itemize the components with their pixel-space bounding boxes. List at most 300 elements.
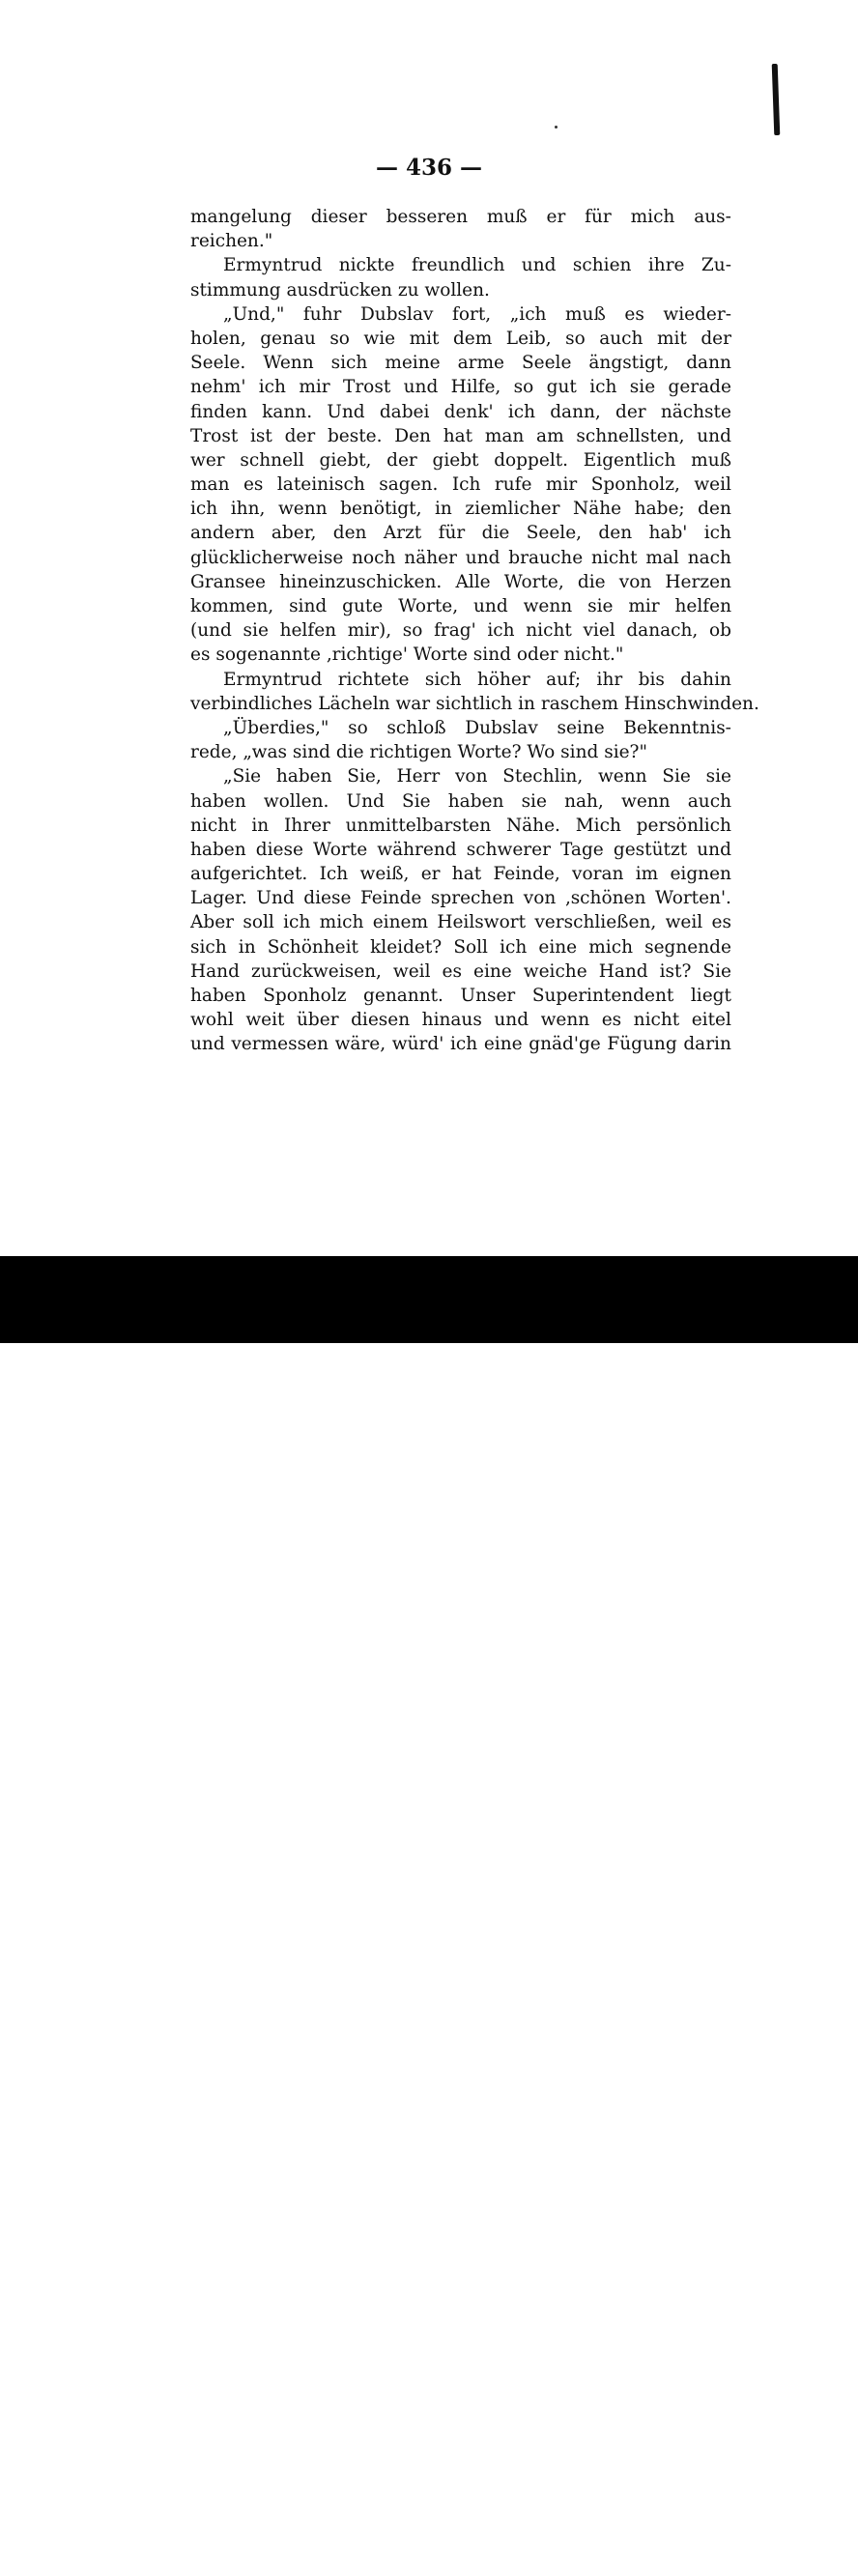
word: den bbox=[698, 499, 731, 520]
word: diesen bbox=[351, 1010, 411, 1031]
word: die bbox=[481, 523, 510, 544]
margin-ink-mark bbox=[772, 64, 781, 135]
word: Alle bbox=[455, 571, 491, 592]
word: kommen, bbox=[190, 596, 274, 616]
word: wer bbox=[190, 449, 225, 471]
word: andern bbox=[190, 523, 255, 544]
word: Zu- bbox=[701, 255, 731, 276]
word: Hand bbox=[190, 960, 240, 982]
word: zurückweisen, bbox=[250, 960, 382, 982]
word: von bbox=[523, 888, 557, 909]
text-line bbox=[190, 618, 731, 643]
word: seine bbox=[557, 717, 605, 738]
word: Aber bbox=[190, 912, 234, 933]
word: ich bbox=[449, 1034, 478, 1055]
word: weiß, bbox=[359, 864, 410, 885]
text-line bbox=[190, 497, 731, 521]
word: weil bbox=[392, 960, 431, 982]
word: nächste bbox=[660, 401, 731, 422]
word: gute bbox=[342, 596, 384, 616]
word: nehm' bbox=[190, 377, 246, 398]
word: ängstigt, bbox=[588, 353, 670, 374]
word: Mich bbox=[575, 815, 621, 836]
word: Worte, bbox=[503, 571, 564, 592]
word: diese bbox=[255, 839, 303, 860]
word: doppelt. bbox=[494, 449, 569, 471]
word: Nähe bbox=[573, 499, 622, 520]
word: kleidet? bbox=[370, 936, 443, 958]
word: wäre, bbox=[334, 1034, 386, 1055]
word: und bbox=[697, 839, 731, 860]
word: würd' bbox=[391, 1034, 444, 1055]
word: in bbox=[238, 936, 256, 958]
word: bis bbox=[638, 669, 665, 690]
word: und bbox=[465, 547, 500, 568]
word: „ich bbox=[509, 303, 547, 325]
word: so bbox=[402, 620, 423, 642]
word: wenn bbox=[620, 790, 671, 812]
word: ich bbox=[500, 936, 528, 958]
word: helfen bbox=[279, 620, 337, 642]
word: darin bbox=[683, 1034, 731, 1055]
word: Worte, bbox=[398, 596, 459, 616]
word: verschließen, bbox=[534, 912, 657, 933]
word: Seele, bbox=[526, 523, 583, 544]
page-number: — 436 — bbox=[375, 155, 483, 181]
word: Sie bbox=[662, 766, 691, 787]
text-line bbox=[190, 862, 731, 886]
word: diese bbox=[303, 888, 352, 909]
word: haben bbox=[190, 839, 246, 860]
word: höher bbox=[476, 669, 530, 690]
word: weil bbox=[694, 474, 731, 496]
text-line bbox=[190, 959, 731, 984]
word: lateinisch bbox=[276, 474, 365, 496]
word: sprechen bbox=[430, 888, 515, 909]
word: ich bbox=[703, 523, 731, 544]
word: helfen bbox=[674, 596, 731, 616]
word: sie bbox=[243, 620, 269, 642]
word: Seele. bbox=[190, 353, 246, 374]
word: kann. bbox=[262, 401, 313, 422]
word: sie bbox=[521, 790, 547, 812]
word: Worten'. bbox=[654, 888, 731, 909]
word: beste. bbox=[327, 425, 383, 446]
word: frag' bbox=[434, 620, 476, 642]
word: ich bbox=[487, 620, 515, 642]
word: dann, bbox=[550, 401, 601, 422]
text-line bbox=[190, 789, 731, 814]
word: über bbox=[296, 1010, 339, 1031]
image-id-label: Image ID: W8BMTK bbox=[710, 2530, 841, 2545]
word: vermessen bbox=[231, 1034, 329, 1055]
word: er bbox=[546, 207, 566, 227]
word: genau bbox=[260, 328, 316, 349]
word: fuhr bbox=[302, 303, 342, 325]
word: unmittelbarsten bbox=[345, 815, 492, 836]
word: Trost bbox=[343, 377, 391, 398]
word: fort, bbox=[451, 303, 492, 325]
word: schloß bbox=[386, 717, 446, 738]
word: dieser bbox=[310, 207, 367, 227]
word: Soll bbox=[453, 936, 488, 958]
word: und bbox=[403, 377, 439, 398]
word: Wenn bbox=[263, 353, 314, 374]
word: wohl bbox=[190, 1010, 234, 1031]
word: gnäd'ge bbox=[529, 1034, 601, 1055]
word: eine bbox=[473, 960, 512, 982]
word: ich bbox=[190, 499, 218, 520]
word: „Und," bbox=[223, 303, 285, 325]
word: hat bbox=[443, 425, 473, 446]
word: muß bbox=[691, 449, 731, 471]
text-line: rede, „was sind die richtigen Worte? Wo sind sie?" bbox=[190, 742, 647, 763]
text-line bbox=[190, 375, 731, 399]
word: näher bbox=[404, 547, 457, 568]
word: den bbox=[332, 523, 367, 544]
word: von bbox=[618, 571, 652, 592]
text-line bbox=[190, 594, 731, 618]
word: muß bbox=[565, 303, 606, 325]
word: nickte bbox=[338, 255, 395, 276]
word: Ihrer bbox=[283, 815, 330, 836]
book-page bbox=[0, 0, 858, 1256]
word: richtete bbox=[337, 669, 410, 690]
word: die bbox=[577, 571, 606, 592]
word: und bbox=[494, 1010, 529, 1031]
word: genannt. bbox=[363, 986, 443, 1006]
word: im bbox=[635, 864, 659, 885]
word: haben bbox=[190, 790, 246, 812]
word: benötigt, bbox=[340, 499, 422, 520]
word: dem bbox=[452, 328, 493, 349]
text-line bbox=[190, 400, 731, 424]
word: ‚schönen bbox=[564, 888, 646, 909]
word: mir bbox=[628, 596, 660, 616]
word: holen, bbox=[190, 328, 246, 349]
word: Hand bbox=[598, 960, 648, 982]
word: wie bbox=[363, 328, 396, 349]
word: schwerer bbox=[466, 839, 551, 860]
word: für bbox=[438, 523, 466, 544]
word: weit bbox=[245, 1010, 285, 1031]
word: auf; bbox=[546, 669, 582, 690]
text-line: es sogenannte ‚richtige' Worte sind oder nicht." bbox=[190, 644, 624, 666]
text-line bbox=[190, 546, 731, 570]
alamy-url: www.alamy.com bbox=[731, 2559, 841, 2574]
text-line: reichen." bbox=[190, 231, 273, 252]
word: Tage bbox=[560, 839, 604, 860]
word: sind bbox=[289, 596, 328, 616]
word: sich bbox=[330, 353, 368, 374]
word: am bbox=[536, 425, 564, 446]
text-line bbox=[190, 764, 731, 788]
word: gestützt bbox=[613, 839, 688, 860]
word: viel bbox=[583, 620, 615, 642]
word: Nähe. bbox=[505, 815, 560, 836]
text-line: verbindliches Lächeln war sichtlich in raschem Hinschwinden. bbox=[190, 693, 759, 714]
word: ob bbox=[708, 620, 731, 642]
word: Feinde bbox=[359, 888, 422, 909]
word: segnende bbox=[644, 936, 731, 958]
word: Eigentlich bbox=[583, 449, 676, 471]
word: sie bbox=[629, 377, 656, 398]
word: gerade bbox=[668, 377, 731, 398]
word: haben bbox=[447, 790, 504, 812]
word: muß bbox=[486, 207, 528, 227]
word: er bbox=[420, 864, 441, 885]
word: Hilfe, bbox=[450, 377, 501, 398]
word: liegt bbox=[690, 986, 731, 1006]
word: der bbox=[615, 401, 646, 422]
word: wenn bbox=[523, 596, 573, 616]
word: mich bbox=[630, 207, 675, 227]
word: so bbox=[565, 328, 586, 349]
word: sich bbox=[424, 669, 462, 690]
text-line bbox=[190, 1008, 731, 1032]
word: Sie, bbox=[347, 766, 382, 787]
word: „Sie bbox=[223, 766, 262, 787]
word: Feinde, bbox=[493, 864, 560, 885]
word: ich bbox=[507, 401, 536, 422]
text-line bbox=[190, 814, 731, 838]
word: einem bbox=[372, 912, 429, 933]
text-line bbox=[190, 984, 731, 1008]
word: und bbox=[473, 596, 508, 616]
text-line bbox=[190, 910, 731, 934]
word: persönlich bbox=[636, 815, 731, 836]
word: nicht bbox=[590, 547, 638, 568]
word: besseren bbox=[386, 207, 468, 227]
word: es bbox=[624, 303, 644, 325]
word: brauche bbox=[508, 547, 584, 568]
word: Und bbox=[327, 401, 365, 422]
word: der bbox=[701, 328, 731, 349]
word: rufe bbox=[494, 474, 532, 496]
word: Sponholz bbox=[263, 986, 347, 1006]
word: es bbox=[442, 960, 462, 982]
word: wenn bbox=[540, 1010, 590, 1031]
word: auch bbox=[599, 328, 644, 349]
word: aus- bbox=[694, 207, 731, 227]
word: Gransee bbox=[190, 571, 266, 592]
word: hinaus bbox=[421, 1010, 482, 1031]
word: finden bbox=[190, 401, 247, 422]
word: glücklicherweise bbox=[190, 547, 344, 568]
word: denk' bbox=[443, 401, 494, 422]
word: hab' bbox=[648, 523, 688, 544]
word: nicht bbox=[526, 620, 572, 642]
word: es bbox=[711, 912, 731, 933]
word: dabei bbox=[379, 401, 430, 422]
word: haben bbox=[190, 986, 246, 1006]
word: wenn bbox=[277, 499, 328, 520]
word: mit bbox=[656, 328, 687, 349]
word: mangelung bbox=[190, 207, 292, 227]
text-line bbox=[190, 448, 731, 472]
text-line bbox=[190, 327, 731, 351]
text-line bbox=[190, 838, 731, 862]
word: Trost bbox=[190, 425, 239, 446]
word: für bbox=[585, 207, 612, 227]
text-line bbox=[190, 886, 731, 910]
word: schnell bbox=[240, 449, 304, 471]
word: Den bbox=[394, 425, 431, 446]
text-line bbox=[190, 253, 731, 277]
word: noch bbox=[352, 547, 396, 568]
word: wollen. bbox=[263, 790, 329, 812]
word: ich bbox=[258, 377, 286, 398]
word: sie bbox=[587, 596, 614, 616]
text-line bbox=[190, 472, 731, 497]
word: aufgerichtet. bbox=[190, 864, 308, 885]
word: ist? bbox=[659, 960, 692, 982]
word: eine bbox=[538, 936, 578, 958]
text-line bbox=[190, 351, 731, 375]
word: Und bbox=[346, 790, 385, 812]
word: eine bbox=[483, 1034, 523, 1055]
word: freundlich bbox=[411, 255, 505, 276]
word: mich bbox=[319, 912, 364, 933]
word: sich bbox=[190, 936, 227, 958]
word: gut bbox=[546, 377, 577, 398]
text-line bbox=[190, 1032, 731, 1056]
word: den bbox=[598, 523, 633, 544]
word: hat bbox=[451, 864, 482, 885]
word: danach, bbox=[626, 620, 699, 642]
word: weiche bbox=[523, 960, 587, 982]
text-line bbox=[190, 521, 731, 545]
word: nah, bbox=[564, 790, 604, 812]
word: so bbox=[513, 377, 534, 398]
word: (und bbox=[190, 620, 232, 642]
word: sagen. bbox=[379, 474, 439, 496]
word: nicht bbox=[190, 815, 237, 836]
text-line bbox=[190, 668, 731, 692]
word: man bbox=[190, 474, 230, 496]
word: mir bbox=[545, 474, 578, 496]
word: Und bbox=[256, 888, 295, 909]
ink-speck bbox=[555, 126, 558, 129]
word: man bbox=[484, 425, 525, 446]
word: hineinzuschicken. bbox=[279, 571, 443, 592]
word: Ermyntrud bbox=[223, 669, 323, 690]
word: ich bbox=[283, 912, 311, 933]
word: eitel bbox=[691, 1010, 731, 1031]
word: giebt, bbox=[319, 449, 372, 471]
word: ihn, bbox=[230, 499, 266, 520]
word: Unser bbox=[460, 986, 516, 1006]
word: ich bbox=[589, 377, 617, 398]
watermark-bar bbox=[0, 1256, 858, 2576]
word: Arzt bbox=[383, 523, 422, 544]
word: Sponholz, bbox=[590, 474, 680, 496]
word: soll bbox=[243, 912, 274, 933]
word: der bbox=[386, 449, 417, 471]
word: habe; bbox=[634, 499, 685, 520]
word: Sie bbox=[402, 790, 431, 812]
word: ziemlicher bbox=[465, 499, 560, 520]
word: haben bbox=[275, 766, 332, 787]
word: Ich bbox=[319, 864, 349, 885]
word: giebt bbox=[432, 449, 479, 471]
word: auch bbox=[687, 790, 731, 812]
word: dann bbox=[686, 353, 731, 374]
word: ihr bbox=[596, 669, 623, 690]
word: Herzen bbox=[665, 571, 731, 592]
text-line bbox=[190, 935, 731, 959]
word: von bbox=[454, 766, 488, 787]
word: Ich bbox=[451, 474, 481, 496]
word: während bbox=[377, 839, 457, 860]
word: Herr bbox=[396, 766, 441, 787]
text-line bbox=[190, 570, 731, 594]
text-line bbox=[190, 716, 731, 740]
word: in bbox=[435, 499, 452, 520]
word: Superintendent bbox=[531, 986, 674, 1006]
text-line bbox=[190, 205, 731, 229]
word: und bbox=[521, 255, 557, 276]
word: Seele bbox=[521, 353, 572, 374]
word: meine bbox=[385, 353, 441, 374]
word: sie bbox=[705, 766, 731, 787]
word: arme bbox=[457, 353, 504, 374]
word: wieder- bbox=[663, 303, 731, 325]
word: mir), bbox=[347, 620, 392, 642]
word: mich bbox=[588, 936, 633, 958]
word: mal bbox=[645, 547, 679, 568]
word: ist bbox=[249, 425, 272, 446]
word: Schönheit bbox=[267, 936, 358, 958]
word: Ermyntrud bbox=[223, 255, 323, 276]
word: eignen bbox=[670, 864, 731, 885]
word: weil bbox=[665, 912, 703, 933]
word: Stechlin, bbox=[502, 766, 584, 787]
word: Leib, bbox=[505, 328, 552, 349]
word: Worte bbox=[313, 839, 368, 860]
word: in bbox=[251, 815, 270, 836]
word: mit bbox=[409, 328, 440, 349]
word: schnellsten, bbox=[576, 425, 685, 446]
word: mir bbox=[299, 377, 330, 398]
word: Lager. bbox=[190, 888, 247, 909]
word: der bbox=[284, 425, 316, 446]
word: Dubslav bbox=[359, 303, 434, 325]
word: Heilswort bbox=[437, 912, 527, 933]
word: und bbox=[697, 425, 731, 446]
word: Dubslav bbox=[465, 717, 538, 738]
word: schien bbox=[572, 255, 632, 276]
word: wenn bbox=[597, 766, 647, 787]
word: es bbox=[601, 1010, 622, 1031]
text-line: stimmung ausdrücken zu wollen. bbox=[190, 279, 490, 301]
word: so bbox=[348, 717, 368, 738]
word: aber, bbox=[271, 523, 317, 544]
alamy-logo: alamy bbox=[15, 2527, 155, 2576]
word: und bbox=[190, 1034, 225, 1055]
word: nicht bbox=[633, 1010, 680, 1031]
word: „Überdies," bbox=[223, 717, 329, 738]
word: Fügung bbox=[607, 1034, 677, 1055]
word: Bekenntnis- bbox=[623, 717, 731, 738]
word: so bbox=[329, 328, 350, 349]
word: es bbox=[243, 474, 264, 496]
body-text bbox=[190, 205, 759, 1057]
word: Sie bbox=[702, 960, 731, 982]
word: dahin bbox=[680, 669, 731, 690]
text-line bbox=[190, 424, 731, 448]
word: ihre bbox=[647, 255, 685, 276]
